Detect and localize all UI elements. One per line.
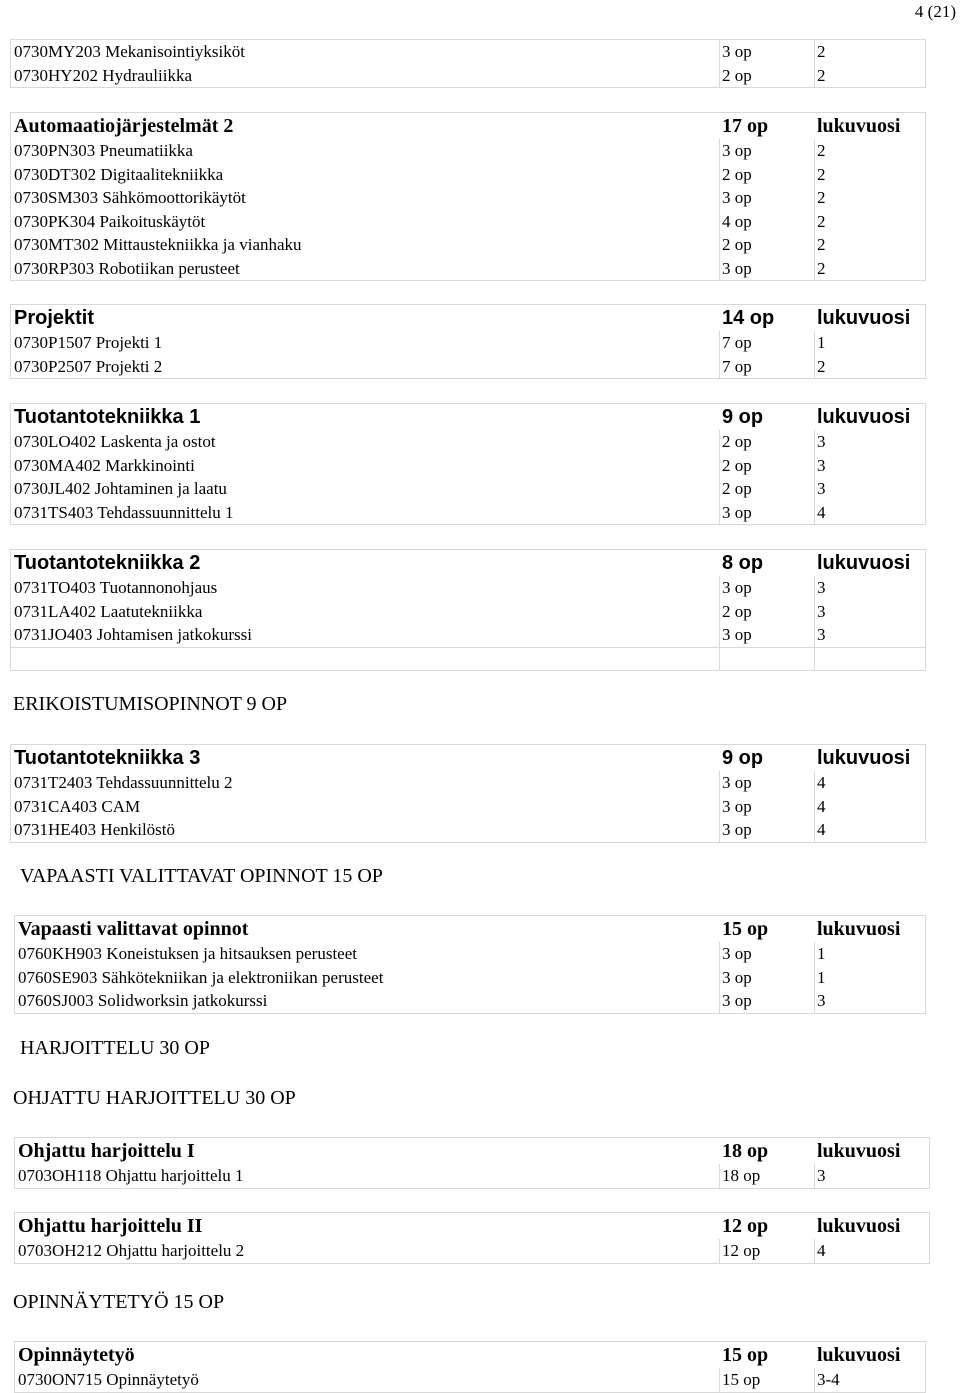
course-credits: 15 op <box>722 1370 761 1389</box>
table-row <box>11 576 925 600</box>
section-title: Vapaasti valittavat opinnot <box>18 918 249 940</box>
course-year: 3 <box>817 1166 826 1185</box>
table-row <box>11 355 925 379</box>
course-name: 0730MA402 Markkinointi <box>14 455 195 475</box>
table-row <box>11 623 925 647</box>
course-year: 3 <box>817 455 826 475</box>
course-year: 4 <box>817 1241 826 1260</box>
section-title: Tuotantotekniikka 1 <box>14 406 201 428</box>
section-header <box>11 550 925 576</box>
course-credits: 4 op <box>722 211 752 231</box>
section-year-label: lukuvuosi <box>817 1140 901 1162</box>
section-title: Automaatiojärjestelmät 2 <box>14 115 234 137</box>
course-year: 3 <box>817 991 826 1010</box>
course-year: 2 <box>817 235 826 254</box>
course-credits: 3 op <box>722 796 752 816</box>
section-credits: 15 op <box>722 918 769 940</box>
course-credits: 3 op <box>722 967 752 987</box>
course-name: 0731TO403 Tuotannonohjaus <box>14 578 218 597</box>
course-credits: 3 op <box>722 188 752 207</box>
table-row <box>11 139 925 163</box>
section-header <box>15 1213 929 1239</box>
course-year: 3 <box>817 432 826 451</box>
course-credits: 3 op <box>722 991 752 1010</box>
table-row <box>11 257 925 281</box>
course-name: 0730PN303 Pneumatiikka <box>14 141 193 160</box>
table-opinnaytetyo <box>14 1341 926 1393</box>
course-name: 0703OH212 Ohjattu harjoittelu 2 <box>18 1241 245 1260</box>
section-year-label: lukuvuosi <box>817 307 911 329</box>
course-credits: 3 op <box>722 42 752 61</box>
course-name: 0731T2403 Tehdassuunnittelu 2 <box>14 773 233 792</box>
heading-erikoistumisopinnot: ERIKOISTUMISOPINNOT 9 OP <box>13 693 288 715</box>
section-credits: 8 op <box>722 552 764 574</box>
section-credits: 18 op <box>722 1140 769 1162</box>
section-credits: 12 op <box>722 1215 769 1237</box>
course-year: 2 <box>817 65 826 85</box>
course-name: 0730DT302 Digitaalitekniikka <box>14 164 224 184</box>
section-title: Tuotantotekniikka 3 <box>14 747 201 769</box>
section-title: Tuotantotekniikka 2 <box>14 552 201 574</box>
course-credits: 3 op <box>722 773 752 792</box>
course-credits: 3 op <box>722 625 752 644</box>
page-number: 4 (21) <box>914 2 956 21</box>
course-year: 3 <box>817 601 826 621</box>
section-year-label: lukuvuosi <box>817 552 911 574</box>
table-ohjattu-harjoittelu-1 <box>14 1137 930 1189</box>
course-year: 4 <box>817 796 826 816</box>
course-name: 0730ON715 Opinnäytetyö <box>18 1370 199 1389</box>
course-year: 1 <box>817 333 826 352</box>
course-year: 4 <box>817 820 826 839</box>
course-name: 0730MT302 Mittaustekniikka ja vianhaku <box>14 235 302 254</box>
heading-vapaasti-valittavat: VAPAASTI VALITTAVAT OPINNOT 15 OP <box>20 865 383 887</box>
section-credits: 9 op <box>722 406 764 428</box>
course-year: 2 <box>817 42 826 61</box>
table-row <box>11 331 925 355</box>
section-title: Projektit <box>14 307 95 329</box>
table-row <box>11 501 925 525</box>
course-name: 0730JL402 Johtaminen ja laatu <box>14 479 227 498</box>
course-year: 4 <box>817 502 826 522</box>
course-credits: 3 op <box>722 578 752 597</box>
table-row <box>11 233 925 257</box>
course-name: 0730SM303 Sähkömoottorikäytöt <box>14 188 246 207</box>
course-credits: 3 op <box>722 258 752 278</box>
table-row <box>15 942 925 966</box>
course-year: 2 <box>817 258 826 278</box>
section-credits: 9 op <box>722 747 764 769</box>
course-name: 0730RP303 Robotiikan perusteet <box>14 258 240 278</box>
course-credits: 7 op <box>722 356 752 376</box>
table-vapaasti-valittavat <box>14 915 926 1014</box>
course-name: 0731LA402 Laatutekniikka <box>14 601 203 621</box>
course-name: 0731JO403 Johtamisen jatkokurssi <box>14 625 252 644</box>
section-year-label: lukuvuosi <box>817 1215 901 1237</box>
table-row <box>11 454 925 478</box>
course-credits: 2 op <box>722 164 752 184</box>
table-ohjattu-harjoittelu-2 <box>14 1212 930 1264</box>
course-credits: 3 op <box>722 502 752 522</box>
table-row <box>11 430 925 454</box>
course-credits: 2 op <box>722 65 752 85</box>
section-credits: 17 op <box>722 115 769 137</box>
course-name: 0730P2507 Projekti 2 <box>14 356 163 376</box>
course-name: 0730MY203 Mekanisointiyksiköt <box>14 42 245 61</box>
course-credits: 18 op <box>722 1166 761 1185</box>
course-year: 4 <box>817 773 826 792</box>
course-year: 3 <box>817 578 826 597</box>
section-header <box>11 305 925 331</box>
course-name: 0760KH903 Koneistuksen ja hitsauksen perusteet <box>18 944 357 963</box>
section-credits: 14 op <box>722 307 775 329</box>
table-tuotantotekniikka-1 <box>10 403 926 525</box>
table-row <box>11 186 925 210</box>
section-title: Ohjattu harjoittelu I <box>18 1140 195 1162</box>
course-credits: 2 op <box>722 432 752 451</box>
section-header <box>15 1342 925 1368</box>
heading-ohjattu-harjoittelu: OHJATTU HARJOITTELU 30 OP <box>13 1087 296 1109</box>
table-row <box>15 989 925 1013</box>
course-credits: 2 op <box>722 601 752 621</box>
course-credits: 2 op <box>722 455 752 475</box>
section-header <box>15 1138 929 1164</box>
course-credits: 12 op <box>722 1241 761 1260</box>
table-row-empty <box>11 647 925 670</box>
section-credits: 15 op <box>722 1344 769 1366</box>
course-year: 3 <box>817 625 826 644</box>
course-name: 0730LO402 Laskenta ja ostot <box>14 432 216 451</box>
table-automaatio <box>10 112 926 281</box>
section-year-label: lukuvuosi <box>817 1344 901 1366</box>
course-year: 1 <box>817 967 826 987</box>
section-header <box>11 113 925 139</box>
table-row <box>11 600 925 624</box>
section-year-label: lukuvuosi <box>817 115 901 137</box>
table-row <box>15 1164 929 1188</box>
section-header <box>11 404 925 430</box>
course-credits: 3 op <box>722 141 752 160</box>
table-row <box>11 64 925 88</box>
course-name: 0760SE903 Sähkötekniikan ja elektroniikan perusteet <box>18 967 384 987</box>
course-year: 2 <box>817 141 826 160</box>
course-name: 0731TS403 Tehdassuunnittelu 1 <box>14 502 234 522</box>
table-row <box>11 771 925 795</box>
section-title: Ohjattu harjoittelu II <box>18 1215 203 1237</box>
course-credits: 3 op <box>722 944 752 963</box>
section-title: Opinnäytetyö <box>18 1344 135 1366</box>
heading-harjoittelu: HARJOITTELU 30 OP <box>20 1037 210 1059</box>
table-tuotantotekniikka-2 <box>10 549 926 671</box>
course-name: 0730HY202 Hydrauliikka <box>14 65 193 85</box>
section-year-label: lukuvuosi <box>817 918 901 940</box>
course-name: 0703OH118 Ohjattu harjoittelu 1 <box>18 1166 244 1185</box>
table-row <box>11 210 925 234</box>
course-credits: 7 op <box>722 333 752 352</box>
course-name: 0731HE403 Henkilöstö <box>14 820 176 839</box>
course-name: 0760SJ003 Solidworksin jatkokurssi <box>18 991 268 1010</box>
section-year-label: lukuvuosi <box>817 747 911 769</box>
course-year: 2 <box>817 211 826 231</box>
course-year: 1 <box>817 944 826 963</box>
table-row <box>11 795 925 819</box>
section-header <box>11 745 925 771</box>
table-row <box>15 966 925 990</box>
course-year: 3 <box>817 479 826 498</box>
course-year: 2 <box>817 356 826 376</box>
heading-opinnaytetyo: OPINNÄYTETYÖ 15 OP <box>13 1291 225 1313</box>
table-row <box>15 1368 925 1392</box>
table-tuotantotekniikka-3 <box>10 744 926 843</box>
table-row <box>11 40 925 64</box>
course-year: 2 <box>817 164 826 184</box>
section-header <box>15 916 925 942</box>
table-row <box>15 1239 929 1263</box>
table-top-courses <box>10 39 926 88</box>
table-row <box>11 477 925 501</box>
course-year: 3-4 <box>817 1370 840 1389</box>
table-row <box>11 163 925 187</box>
table-projektit <box>10 304 926 379</box>
course-name: 0730P1507 Projekti 1 <box>14 333 163 352</box>
course-name: 0731CA403 CAM <box>14 796 141 816</box>
section-year-label: lukuvuosi <box>817 406 911 428</box>
table-row <box>11 818 925 842</box>
course-credits: 3 op <box>722 820 752 839</box>
course-credits: 2 op <box>722 479 752 498</box>
course-name: 0730PK304 Paikoituskäytöt <box>14 211 206 231</box>
course-credits: 2 op <box>722 235 752 254</box>
course-year: 2 <box>817 188 826 207</box>
